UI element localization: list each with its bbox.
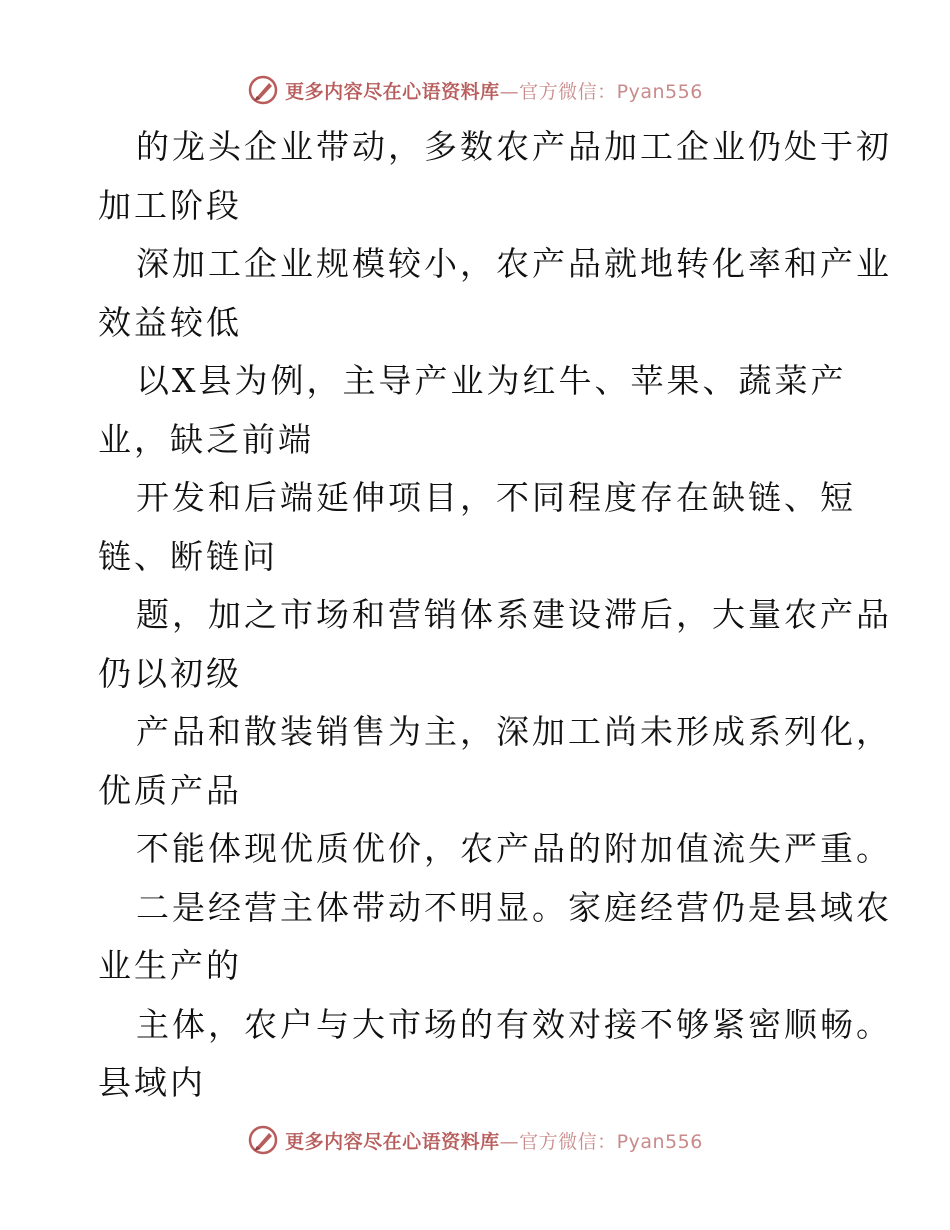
footer-brand: 更多内容尽在心语资料库: [285, 1130, 500, 1153]
paragraph: [98, 469, 858, 586]
footer-watermark: [0, 1120, 950, 1160]
paragraph-line: 加工阶段: [98, 185, 242, 225]
paragraph: [98, 586, 892, 703]
paragraph-line: 开发和后端延伸项目，不同程度存在缺链、短: [136, 478, 856, 517]
paragraph-line: 主体，农户与大市场的有效对接不够紧密顺畅。: [136, 1004, 892, 1044]
paragraph-line: 仍以初级: [98, 653, 242, 693]
paragraph-line: 产品和散装销售为主，深加工尚未形成系列化，: [136, 712, 892, 751]
paragraph-line: 业，缺乏前端: [98, 419, 314, 459]
footer-banner-text: [285, 1127, 703, 1154]
paragraph-line: 业生产的: [98, 946, 242, 985]
paragraph-line: 不能体现优质优价，农产品的附加值流失严重。: [136, 829, 892, 868]
document-body: [98, 118, 892, 1113]
footer-contact: 官方微信：Pyan556: [519, 1130, 703, 1153]
paragraph-line: 优质产品: [98, 770, 242, 810]
paragraph: [98, 703, 892, 820]
quill-pen-seal-icon: [247, 1124, 279, 1156]
paragraph: [98, 820, 892, 879]
paragraph-line: 的龙头企业带动，多数农产品加工企业仍处于初: [136, 127, 892, 166]
header-separator: —: [499, 80, 520, 103]
paragraph: [98, 996, 892, 1113]
paragraph-line: 效益较低: [98, 302, 242, 342]
paragraph-line: 以X县为例，主导产业为红牛、苹果、蔬菜产: [136, 361, 847, 400]
paragraph-line: 县域内: [98, 1063, 206, 1102]
paragraph: [98, 235, 892, 352]
paragraph-line: 题，加之市场和营销体系建设滞后，大量农产品: [136, 595, 892, 634]
paragraph: [98, 352, 858, 469]
paragraph: [98, 118, 892, 235]
header-watermark: [0, 70, 950, 110]
footer-separator: —: [499, 1130, 520, 1153]
paragraph-line: 二是经营主体带动不明显。家庭经营仍是县域农: [136, 887, 892, 927]
paragraph-line: 链、断链问: [98, 536, 278, 576]
quill-pen-seal-icon: [247, 74, 279, 106]
header-banner-text: [285, 77, 703, 104]
header-contact: 官方微信：Pyan556: [519, 80, 703, 103]
header-brand: 更多内容尽在心语资料库: [285, 80, 500, 103]
paragraph: [98, 879, 892, 996]
paragraph-line: 深加工企业规模较小，农产品就地转化率和产业: [136, 244, 892, 283]
